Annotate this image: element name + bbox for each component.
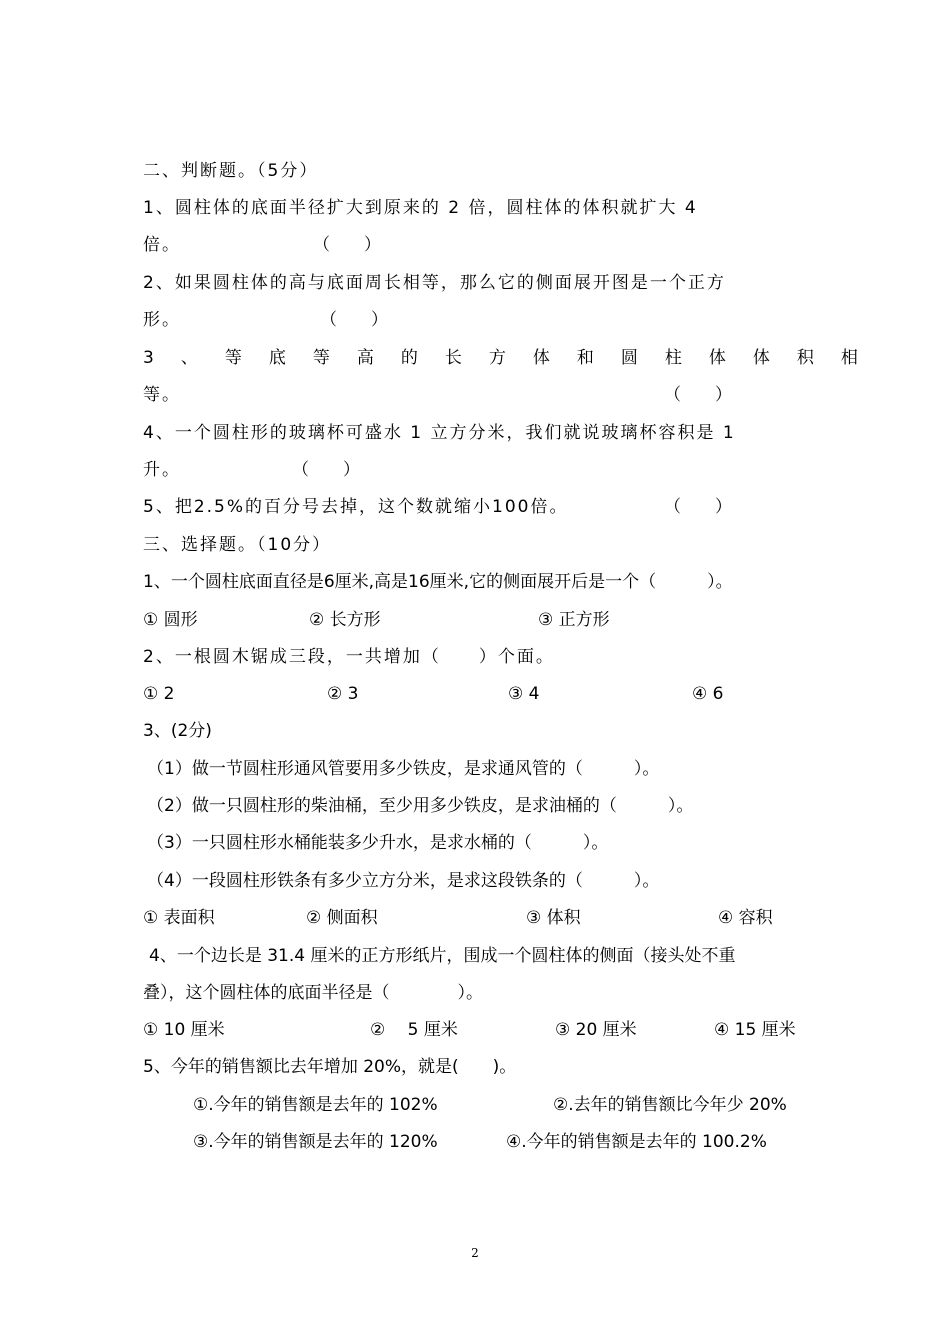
- s3-q5-option-4[interactable]: ④.今年的销售额是去年的 100.2%: [506, 1132, 767, 1152]
- s2-q1-line2: 倍。: [143, 235, 181, 255]
- s3-q5-option-3[interactable]: ③.今年的销售额是去年的 120%: [193, 1132, 438, 1152]
- s2-q1-line1: 1、圆柱体的底面半径扩大到原来的 2 倍，圆柱体的体积就扩大 4: [143, 198, 698, 218]
- s2-q3-line2: 等。: [143, 385, 181, 405]
- s3-q2-option-2[interactable]: ② 3: [327, 684, 359, 704]
- s3-q5-option-2[interactable]: ②.去年的销售额比今年少 20%: [553, 1095, 787, 1115]
- s3-q5-option-1[interactable]: ①.今年的销售额是去年的 102%: [193, 1095, 438, 1115]
- s3-q3-sub-3: （3）一只圆柱形水桶能装多少升水，是求水桶的（ ）。: [147, 833, 609, 853]
- s3-q1-option-2[interactable]: ② 长方形: [309, 610, 381, 630]
- section3-title: 三、选择题。（10分）: [143, 535, 332, 555]
- s3-q1-option-1[interactable]: ① 圆形: [143, 610, 198, 630]
- s2-q4-line2: 升。: [143, 460, 181, 480]
- s3-q3-option-4[interactable]: ④ 容积: [718, 908, 773, 928]
- s2-q5-text: 5、把2.5%的百分号去掉，这个数就缩小100倍。: [143, 497, 569, 517]
- s3-q3-sub-2: （2）做一只圆柱形的柴油桶，至少用多少铁皮，是求油桶的（ ）。: [147, 796, 694, 816]
- s3-q3-option-3[interactable]: ③ 体积: [526, 908, 581, 928]
- s2-q2-answer-bracket[interactable]: （ ）: [320, 310, 388, 330]
- s3-q3-sub-1: （1）做一节圆柱形通风管要用多少铁皮，是求通风管的（ ）。: [147, 759, 660, 779]
- s3-q3-sub-4: （4）一段圆柱形铁条有多少立方分米，是求这段铁条的（ ）。: [147, 871, 660, 891]
- s3-q4-option-2[interactable]: ② 5 厘米: [370, 1020, 458, 1040]
- s3-q2-text: 2、一根圆木锯成三段，一共增加（ ）个面。: [143, 647, 555, 667]
- s3-q3-text: 3、(2分): [143, 721, 212, 741]
- s2-q5-answer-bracket[interactable]: （ ）: [664, 497, 732, 517]
- s3-q4-option-3[interactable]: ③ 20 厘米: [555, 1020, 637, 1040]
- section2-title: 二、判断题。（5分）: [143, 161, 319, 181]
- s3-q3-option-2[interactable]: ② 侧面积: [306, 908, 378, 928]
- s3-q4-option-1[interactable]: ① 10 厘米: [143, 1020, 225, 1040]
- page-number: 2: [471, 1246, 479, 1260]
- s3-q2-option-4[interactable]: ④ 6: [692, 684, 724, 704]
- s3-q2-option-3[interactable]: ③ 4: [508, 684, 540, 704]
- s2-q4-answer-bracket[interactable]: （ ）: [292, 460, 360, 480]
- s2-q2-line2: 形。: [143, 310, 181, 330]
- s3-q5-text: 5、今年的销售额比去年增加 20%，就是( )。: [143, 1057, 517, 1077]
- s2-q1-answer-bracket[interactable]: （ ）: [313, 235, 381, 255]
- s3-q4-line2: 叠），这个圆柱体的底面半径是（ ）。: [143, 983, 483, 1003]
- s2-q4-line1: 4、一个圆柱形的玻璃杯可盛水 1 立方分米，我们就说玻璃杯容积是 1: [143, 423, 736, 443]
- s2-q3-line1: 3、等底等高的长方体和圆柱体体积相: [143, 348, 885, 368]
- s3-q4-line1: 4、一个边长是 31.4 厘米的正方形纸片，围成一个圆柱体的侧面（接头处不重: [149, 946, 736, 966]
- s3-q3-option-1[interactable]: ① 表面积: [143, 908, 215, 928]
- s3-q1-text: 1、一个圆柱底面直径是6厘米,高是16厘米,它的侧面展开后是一个（ ）。: [143, 572, 733, 592]
- s2-q3-answer-bracket[interactable]: （ ）: [664, 385, 732, 405]
- s3-q1-option-3[interactable]: ③ 正方形: [538, 610, 610, 630]
- s3-q2-option-1[interactable]: ① 2: [143, 684, 175, 704]
- s3-q4-option-4[interactable]: ④ 15 厘米: [714, 1020, 796, 1040]
- s2-q2-line1: 2、如果圆柱体的高与底面周长相等，那么它的侧面展开图是一个正方: [143, 273, 726, 293]
